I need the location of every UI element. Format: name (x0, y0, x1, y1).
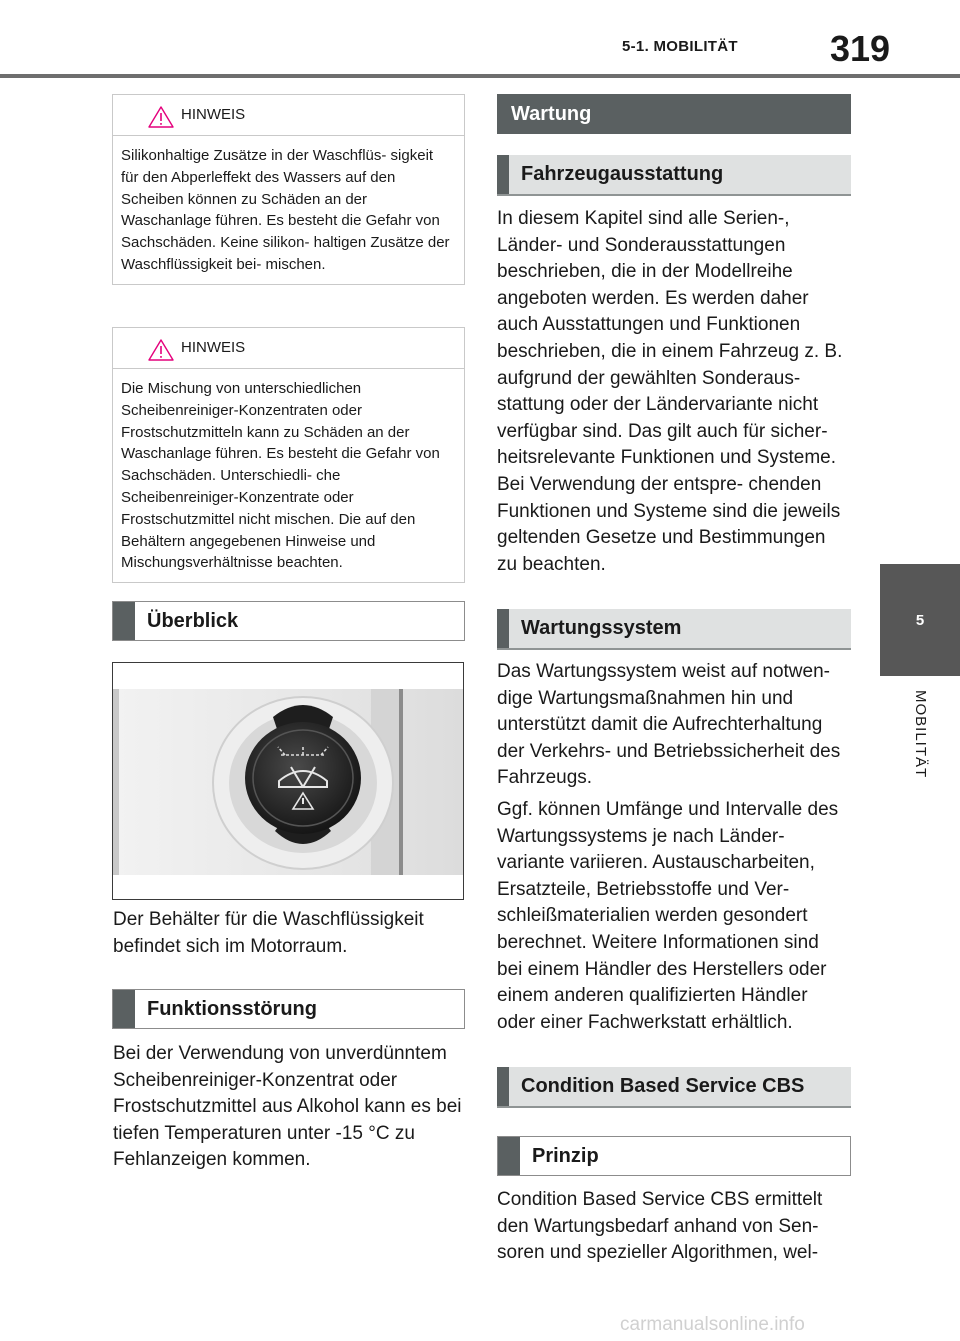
heading-marker (497, 1067, 509, 1106)
notice-title: HINWEIS (181, 106, 246, 123)
heading-principle (497, 1136, 851, 1176)
heading-text: Fahrzeugausstattung (521, 163, 724, 185)
system-text-1: Das Wartungssystem weist auf notwen- dige Wartungsmaßnahmen hin und unterstützt damit die Aufrechterhaltung der Verkehrs- und Betriebssicherheit des Fahrzeugs. (497, 661, 841, 789)
heading-text: Condition Based Service CBS (521, 1075, 805, 1097)
heading-maintenance-system (497, 609, 851, 650)
warning-triangle-icon (147, 105, 175, 129)
washer-reservoir-figure (112, 662, 464, 900)
heading-vehicle-equipment (497, 155, 851, 196)
heading-malfunction (112, 989, 465, 1029)
chapter-tab[interactable] (880, 564, 960, 676)
heading-text: Wartung (511, 102, 592, 125)
page-number: 319 (830, 28, 891, 69)
warning-triangle-icon (147, 338, 175, 362)
notice-text: Silikonhaltige Zusätze in der Waschflüs- sigkeit für den Abperleffekt des Wassers auf den Scheiben können zu Schäden an der Waschanlage führen. Es besteht die Gefahr von Sachschäden. Keine silikon- haltigen Zusätze der Waschflüssigkeit bei- mischen. (121, 147, 450, 273)
heading-text: Funktionsstörung (147, 997, 317, 1020)
notice-title: HINWEIS (181, 339, 246, 356)
notice-text: Die Mischung von unterschiedlichen Scheibenreiniger-Konzentraten oder Frostschutzmitteln kann zu Schäden an der Waschanlage führen. Es besteht die Gefahr von Sachschäden. Unterschiedli- che Scheibenreiniger-Konzentrate oder Frostschutzmittel nicht mischen. Die auf den Behältern angegebenen Hinweise und Mischungsverhältnisse beachten. (121, 380, 440, 572)
notice-header (113, 328, 464, 369)
heading-text: Wartungssystem (521, 617, 682, 639)
heading-text: Prinzip (532, 1144, 599, 1167)
heading-overview (112, 601, 465, 641)
notice-box-silicone (112, 94, 465, 285)
washer-cap-image (113, 663, 463, 899)
malfunction-text: Bei der Verwendung von unverdünntem Scheibenreiniger-Konzentrat oder Frostschutzmittel aus Alkohol kann es bei tiefen Temperaturen unter -15 °C zu Fehlanzeigen kommen. (113, 1043, 462, 1171)
heading-marker (498, 1137, 520, 1175)
overview-caption: Der Behälter für die Waschflüssigkeit befindet sich im Motorraum. (113, 909, 424, 957)
header-divider (0, 74, 960, 78)
watermark: carmanualsonline.info (620, 1314, 805, 1335)
notice-box-mixing (112, 327, 465, 583)
heading-marker (113, 602, 135, 640)
heading-marker (497, 155, 509, 194)
chapter-number: 5 (915, 611, 925, 629)
heading-maintenance (497, 94, 851, 134)
chapter-label: MOBILITÄT (912, 690, 929, 779)
heading-marker (497, 609, 509, 648)
heading-text: Überblick (147, 609, 239, 632)
system-text-2: Ggf. können Umfänge und Intervalle des Wartungssystems je nach Länder- variante variieren. Austauscharbeiten, Ersatzteile, Betriebsstoffe und Ver- schleißmaterialien werden gesondert berechnet. Weitere Informationen sind bei einem Händler des Herstellers oder einem anderen qualifizierten Händler oder einer Fachwerkstatt erhältlich. (497, 799, 839, 1033)
notice-header (113, 95, 464, 136)
section-title: 5-1. MOBILITÄT (622, 38, 738, 55)
heading-marker (113, 990, 135, 1028)
equipment-text: In diesem Kapitel sind alle Serien-, Länder- und Sonderausstattungen beschrieben, die in der Modellreihe angeboten werden. Es werden daher auch Ausstattungen und Funktionen beschrieben, die in einem Fahrzeug z. B. aufgrund der gewählten Sonderaus- stattung oder der Ländervariante nicht verfügbar sind. Das gilt auch für sicher- heitsrelevante Funktionen und Systeme. Bei Verwendung der entspre- chenden Funktionen und Systeme sind die jeweils geltenden Gesetze und Bestimmungen zu beachten. (497, 208, 843, 575)
heading-cbs (497, 1067, 851, 1108)
principle-text: Condition Based Service CBS ermittelt den Wartungsbedarf anhand von Sen- soren und spezieller Algorithmen, wel- (497, 1189, 823, 1264)
